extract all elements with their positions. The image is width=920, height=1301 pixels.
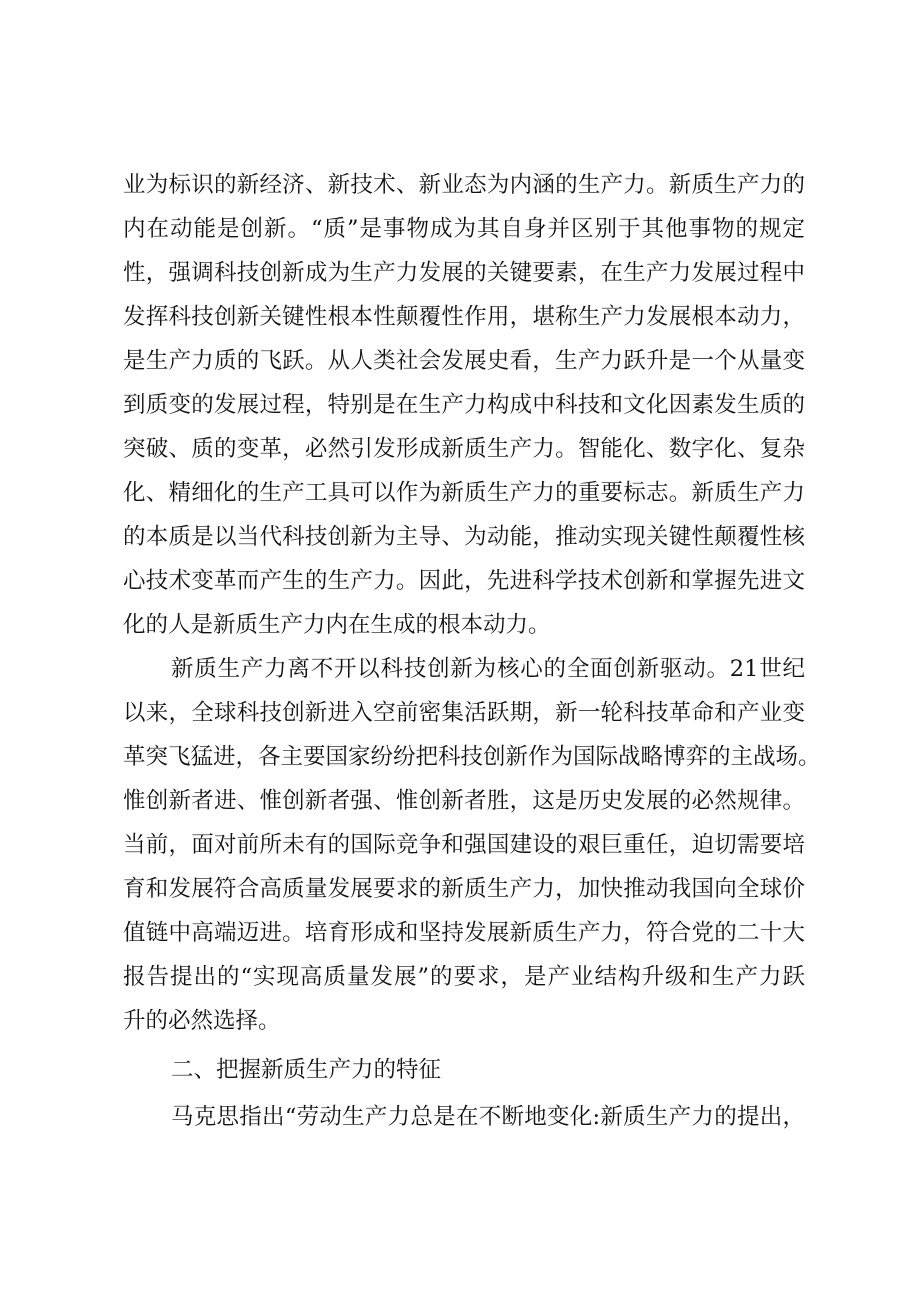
paragraph-2-line-9: 升的必然选择。 — [123, 1008, 281, 1034]
paragraph-1-line-10: 心技术变革而产生的生产力。因此，先进科学技术创新和掌握先进文 — [123, 568, 805, 594]
paragraph-2-line-1: 新质生产力离不开以科技创新为核心的全面创新驱动。21世纪 — [171, 656, 805, 682]
paragraph-2-line-4: 惟创新者进、惟创新者强、惟创新者胜，这是历史发展的必然规律。 — [123, 788, 805, 814]
paragraph-1-line-1: 业为标识的新经济、新技术、新业态为内涵的生产力。新质生产力的 — [123, 172, 805, 198]
paragraph-2-line-6: 育和发展符合高质量发展要求的新质生产力，加快推动我国向全球价 — [123, 876, 805, 902]
paragraph-1-line-3: 性，强调科技创新成为生产力发展的关键要素，在生产力发展过程中 — [123, 260, 805, 286]
paragraph-2-line-7: 值链中高端迈进。培育形成和坚持发展新质生产力，符合党的二十大 — [123, 920, 805, 946]
paragraph-1-line-8: 化、精细化的生产工具可以作为新质生产力的重要标志。新质生产力 — [123, 480, 805, 506]
paragraph-2-line-2: 以来，全球科技创新进入空前密集活跃期，新一轮科技革命和产业变 — [123, 700, 805, 726]
paragraph-1-line-9: 的本质是以当代科技创新为主导、为动能，推动实现关键性颠覆性核 — [123, 524, 805, 550]
paragraph-2-line-5: 当前，面对前所未有的国际竞争和强国建设的艰巨重任，迫切需要培 — [123, 832, 805, 858]
paragraph-1-line-2: 内在动能是创新。“质”是事物成为其自身并区别于其他事物的规定 — [123, 216, 805, 242]
section-heading: 二、把握新质生产力的特征 — [171, 1057, 442, 1083]
paragraph-1-line-5: 是生产力质的飞跃。从人类社会发展史看，生产力跃升是一个从量变 — [123, 348, 805, 374]
paragraph-3-line-1: 马克思指出“劳动生产力总是在不断地变化:新质生产力的提出， — [171, 1104, 805, 1130]
paragraph-2-line-8: 报告提出的“实现高质量发展”的要求，是产业结构升级和生产力跃 — [123, 964, 805, 990]
paragraph-1-line-7: 突破、质的变革，必然引发形成新质生产力。智能化、数字化、复杂 — [123, 436, 805, 462]
paragraph-1-line-6: 到质变的发展过程，特别是在生产力构成中科技和文化因素发生质的 — [123, 392, 805, 418]
paragraph-1-line-4: 发挥科技创新关键性根本性颠覆性作用，堪称生产力发展根本动力， — [123, 304, 805, 330]
paragraph-1-line-11: 化的人是新质生产力内在生成的根本动力。 — [123, 612, 551, 638]
paragraph-2-line-3: 革突飞猛进，各主要国家纷纷把科技创新作为国际战略博弈的主战场。 — [123, 744, 821, 770]
